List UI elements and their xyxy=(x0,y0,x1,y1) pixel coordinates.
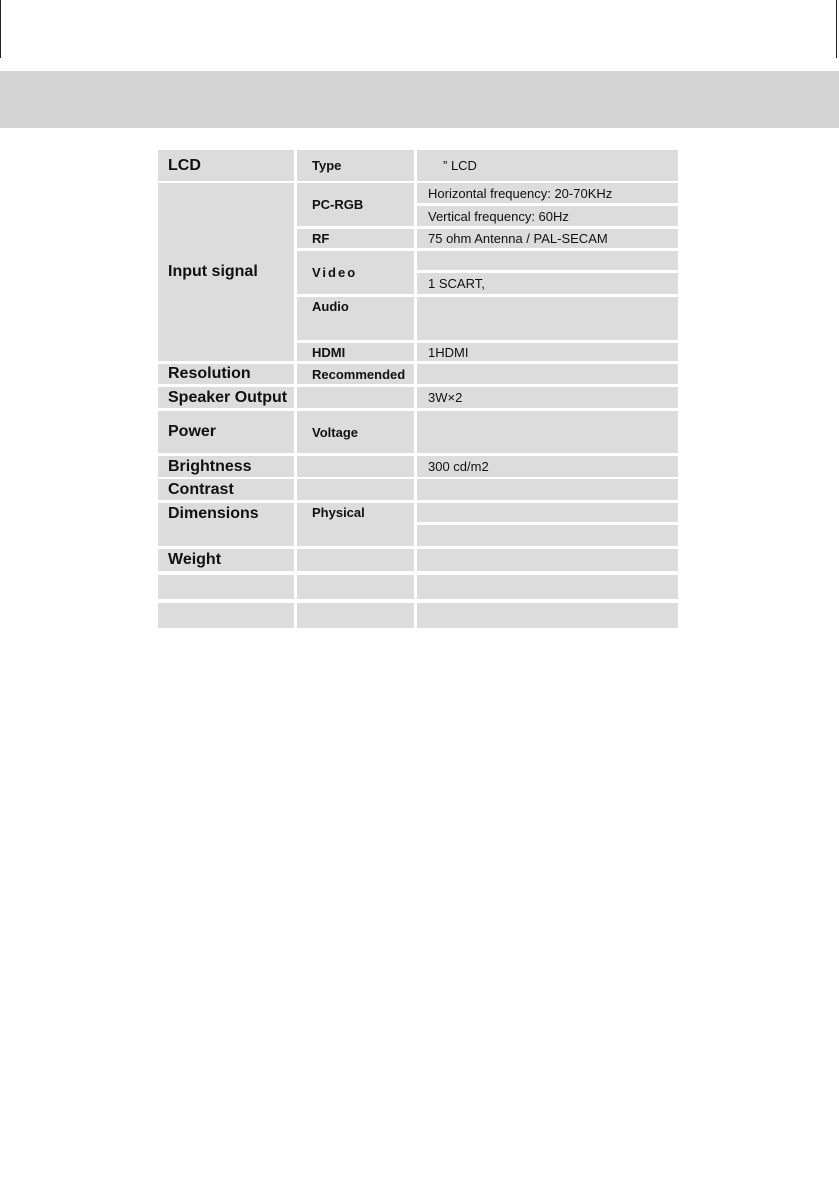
dimensions-label: Dimensions xyxy=(168,505,259,522)
resolution-value-cell xyxy=(417,364,678,384)
lcd-value-cell xyxy=(417,150,678,181)
speaker-output-sub-cell xyxy=(297,387,414,408)
dimensions-sub-label: Physical xyxy=(312,505,365,520)
dimensions-value-cell-1 xyxy=(417,503,678,522)
extra-row-1-value-cell xyxy=(417,575,678,599)
power-sub-cell xyxy=(297,411,414,453)
video-value-cell-1 xyxy=(417,251,678,270)
row-label-lcd xyxy=(158,150,294,181)
brightness-label: Brightness xyxy=(168,457,252,475)
lcd-label: LCD xyxy=(168,156,201,174)
rf-sub-label: RF xyxy=(312,231,330,246)
weight-label: Weight xyxy=(168,551,222,568)
contrast-sub-cell xyxy=(297,479,414,500)
audio-sub-label: Audio xyxy=(312,299,349,314)
pc-rgb-sub-cell xyxy=(297,183,414,226)
row-label-resolution xyxy=(158,364,294,384)
video-value-cell-2 xyxy=(417,273,678,294)
audio-value-cell xyxy=(417,297,678,340)
dimensions-sub-cell xyxy=(297,503,414,546)
row-label-extra-1 xyxy=(158,575,294,599)
audio-sub-cell xyxy=(297,297,414,340)
video-sub-label: Video xyxy=(312,265,358,280)
row-label-power xyxy=(158,411,294,453)
row-label-weight xyxy=(158,549,294,571)
hdmi-sub-label: HDMI xyxy=(312,344,346,360)
row-label-brightness xyxy=(158,456,294,477)
brightness-value: 300 cd/m2 xyxy=(428,459,489,474)
resolution-label: Resolution xyxy=(168,365,251,382)
dimensions-value-cell-2 xyxy=(417,525,678,546)
resolution-sub-label: Recommended xyxy=(312,366,406,382)
lcd-sub-label: Type xyxy=(312,158,342,173)
weight-value-cell xyxy=(417,549,678,571)
pc-rgb-horizontal-cell xyxy=(417,183,678,203)
brightness-value-cell xyxy=(417,456,678,477)
contrast-value-cell xyxy=(417,479,678,500)
brightness-sub-cell xyxy=(297,456,414,477)
lcd-value: ” LCD xyxy=(443,158,477,173)
speaker-output-value-cell xyxy=(417,387,678,408)
pc-rgb-vertical-value: Vertical frequency: 60Hz xyxy=(428,208,569,224)
pc-rgb-vertical-cell xyxy=(417,206,678,226)
header-band xyxy=(0,71,839,128)
video-value-2: 1 SCART, xyxy=(428,276,485,291)
rf-value-cell xyxy=(417,229,678,248)
hdmi-sub-cell xyxy=(297,343,414,361)
video-sub-cell xyxy=(297,251,414,294)
row-label-speaker-output xyxy=(158,387,294,408)
rf-value: 75 ohm Antenna / PAL-SECAM xyxy=(428,231,608,246)
hdmi-value: 1HDMI xyxy=(428,344,469,360)
power-sub-label: Voltage xyxy=(312,424,358,440)
input-signal-label: Input signal xyxy=(168,263,258,280)
pc-rgb-horizontal-value: Horizontal frequency: 20-70KHz xyxy=(428,185,613,201)
extra-row-1-sub-cell xyxy=(297,575,414,599)
crop-mark-top-right xyxy=(836,0,837,58)
weight-sub-cell xyxy=(297,549,414,571)
resolution-sub-cell xyxy=(297,364,414,384)
power-value-cell xyxy=(417,411,678,453)
lcd-sub-cell xyxy=(297,150,414,181)
row-label-contrast xyxy=(158,479,294,500)
pc-rgb-sub-label: PC-RGB xyxy=(312,197,364,212)
speaker-output-value: 3W×2 xyxy=(428,390,463,405)
crop-mark-top-left xyxy=(0,0,1,58)
contrast-label: Contrast xyxy=(168,480,234,498)
extra-row-2-sub-cell xyxy=(297,603,414,628)
row-label-input-signal xyxy=(158,183,294,361)
power-label: Power xyxy=(168,423,217,440)
row-label-dimensions xyxy=(158,503,294,546)
hdmi-value-cell xyxy=(417,343,678,361)
row-label-extra-2 xyxy=(158,603,294,628)
speaker-output-label: Speaker Output xyxy=(168,388,288,406)
extra-row-2-value-cell xyxy=(417,603,678,628)
rf-sub-cell xyxy=(297,229,414,248)
